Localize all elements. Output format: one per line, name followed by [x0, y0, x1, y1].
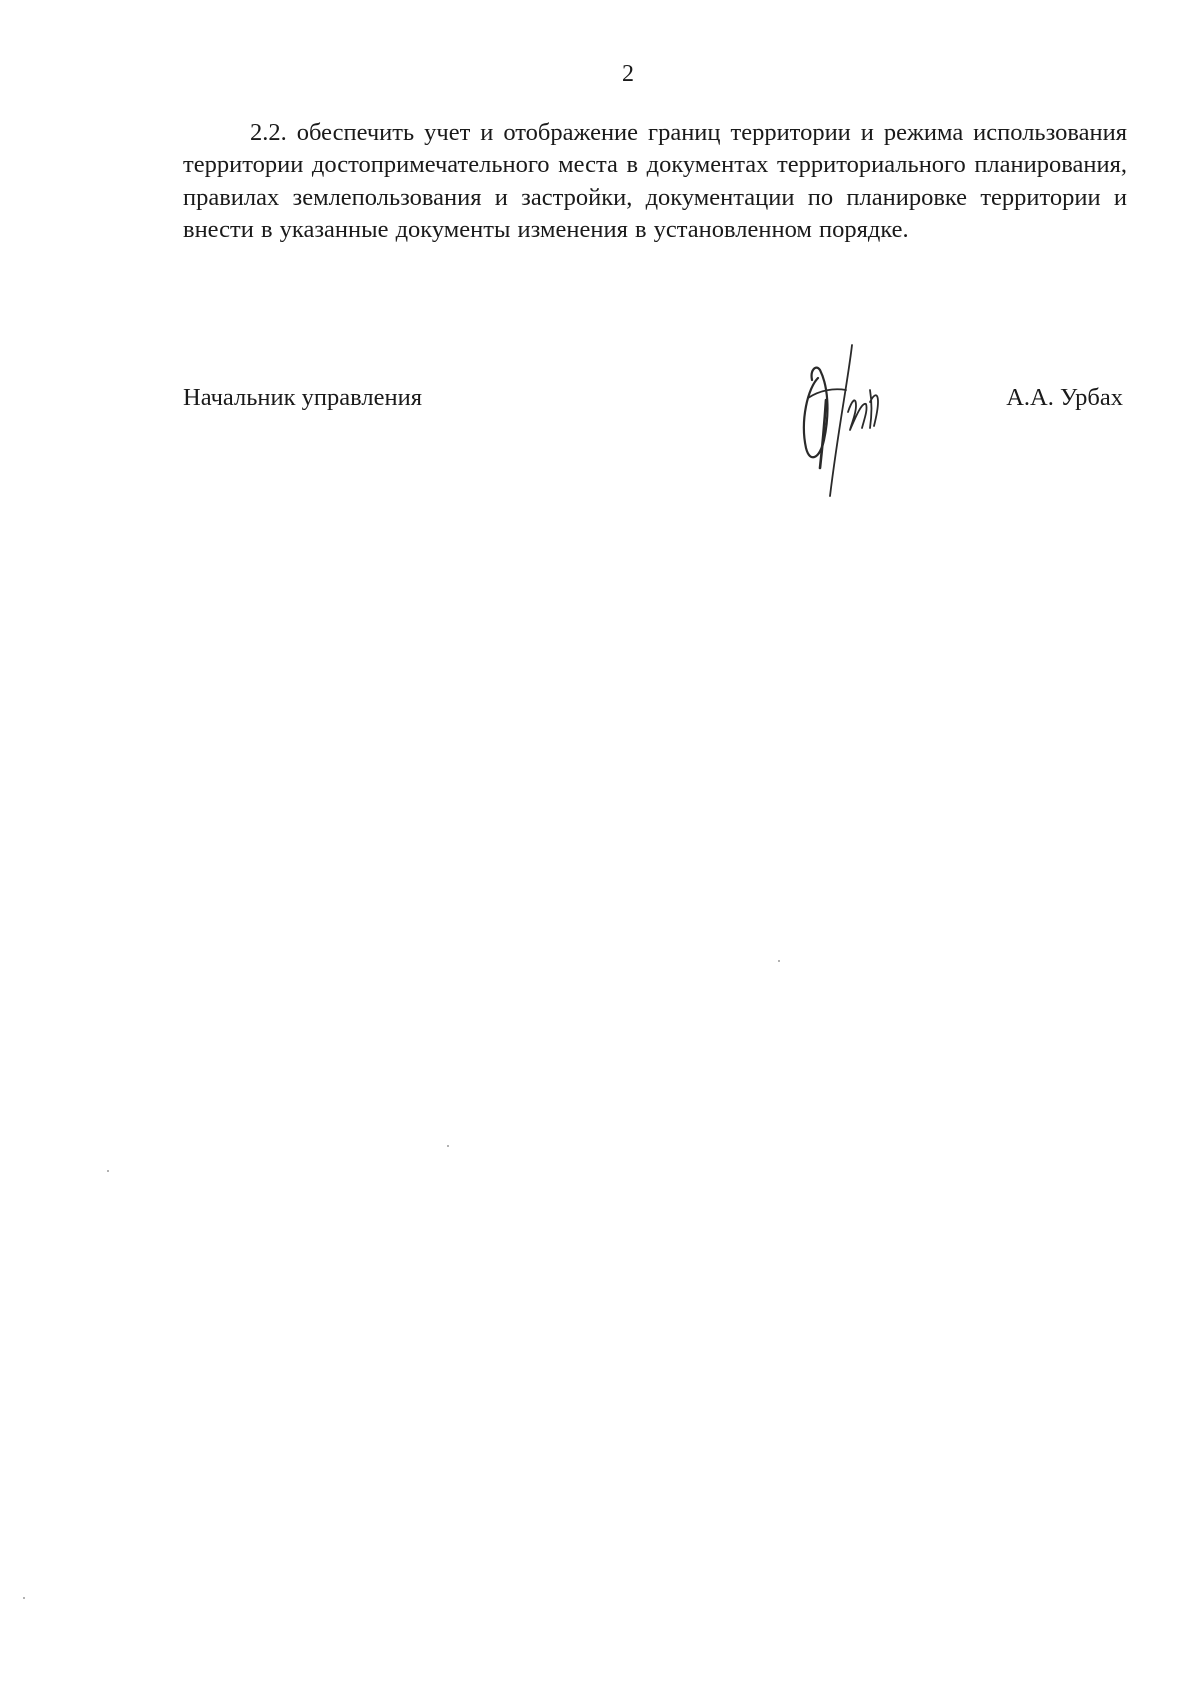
- handwritten-signature: [790, 340, 900, 500]
- signature-stroke-tail-2: [870, 390, 878, 428]
- scan-speck: [778, 960, 780, 962]
- page-number: 2: [622, 61, 634, 87]
- scan-speck: [23, 1597, 25, 1599]
- body-paragraph: 2.2. обеспечить учет и отображение границ территории и режима использования территории достопримечательного места в документах территориального планирования, правилах землепользования и застройки, документации по планировке территории и внести в указанные документы изменения в установленном порядке.: [183, 119, 1127, 244]
- signer-position: Начальник управления: [183, 384, 422, 411]
- signature-block: [183, 382, 1123, 422]
- signer-name: А.А. Урбах: [1006, 384, 1123, 411]
- signature-stroke-vertical: [830, 345, 852, 496]
- scan-speck: [447, 1145, 449, 1147]
- scan-speck: [107, 1170, 109, 1172]
- signature-stroke-tail-1: [848, 400, 867, 430]
